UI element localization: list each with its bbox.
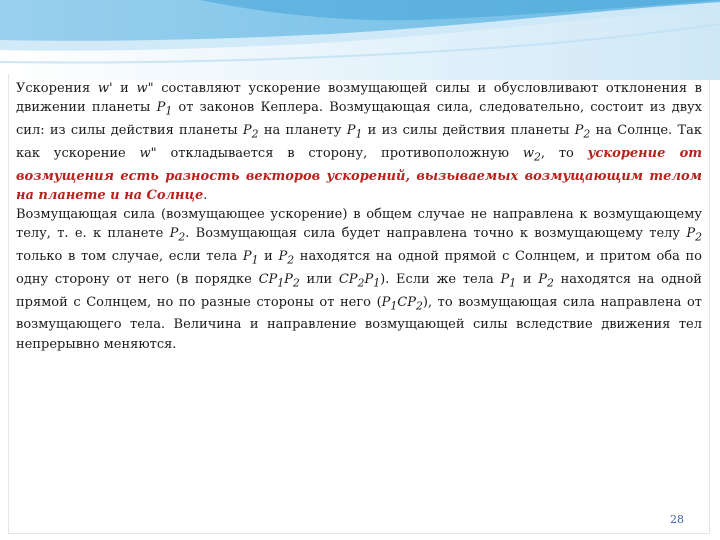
text-segment: ). Если же тела bbox=[380, 271, 501, 287]
symbol-w-double-prime: w" bbox=[136, 81, 154, 96]
text-segment: , то bbox=[540, 145, 588, 161]
symbol-p1: $P_1$ bbox=[500, 271, 517, 290]
symbol-p2: $P_2$ bbox=[278, 249, 295, 267]
text-segment: и bbox=[516, 271, 539, 287]
text-segment: на планету bbox=[258, 123, 347, 138]
page-number: 28 bbox=[670, 513, 684, 526]
text-segment: или bbox=[299, 271, 339, 287]
symbol-p2: $P_2$ bbox=[538, 271, 554, 290]
symbol-p1: $P_1$ bbox=[156, 100, 173, 118]
text-segment: . bbox=[203, 187, 208, 203]
text-segment: только в том случае, если тела bbox=[16, 249, 243, 264]
symbol-p2: $P_2$ bbox=[686, 226, 702, 244]
wave-decoration bbox=[0, 0, 720, 80]
text-segment: и bbox=[258, 249, 279, 264]
text-segment: откладывается в сторону, противоположную bbox=[156, 145, 523, 161]
text-segment: находятся на одной прямой с Солнцем, но по разные стороны от него ( bbox=[16, 271, 702, 310]
text-segment: Возмущающая сила (возмущающее ускорение) в общем случае не направлена к возмущающему телу, т. е. к планете bbox=[16, 207, 702, 242]
text-segment: и из силы действия планеты bbox=[362, 123, 575, 138]
text-segment: находятся на одной прямой с Солнцем, и притом оба по одну сторону от него (в порядке bbox=[16, 249, 702, 287]
paragraph-1 bbox=[16, 79, 702, 205]
symbol-p1: $P_1$ bbox=[346, 123, 363, 141]
text-segment: на Солнце. Так как ускорение bbox=[16, 123, 703, 161]
symbol-w-prime: w' bbox=[97, 81, 113, 96]
symbol-p2: $P_2$ bbox=[242, 123, 259, 141]
header-banner bbox=[0, 0, 720, 80]
symbol-p2: $P_2$ bbox=[169, 226, 186, 244]
symbol-p1: $P_1$ bbox=[242, 249, 259, 267]
text-segment: от законов Кеплера. Возмущающая сила, следовательно, состоит из двух сил: из силы действия планеты bbox=[16, 100, 702, 138]
text-segment: составляют ускорение возмущающей силы и обусловливают отклонения в движении планеты bbox=[16, 81, 702, 116]
slide-content bbox=[16, 79, 702, 354]
text-segment: . Возмущающая сила будет направлена точно к возмущающему телу bbox=[185, 226, 687, 242]
text-segment: ), то возмущающая сила направлена от возмущающего тела. Величина и направление возмущающей силы вследствие движения тел непрерывно меняются. bbox=[16, 294, 702, 352]
highlighted-statement: ускорение от возмущения есть разность векторов ускорений, вызываемых возмущающим телом на планете и на Солнце bbox=[16, 145, 703, 203]
symbol-p2: $P_2$ bbox=[574, 123, 591, 141]
order-cp2p1: $CP_2P_1$ bbox=[338, 271, 381, 290]
paragraph-2 bbox=[16, 205, 702, 354]
text-segment: Ускорения bbox=[16, 81, 98, 96]
order-cp1p2: $CP_1P_2$ bbox=[258, 271, 300, 290]
text-segment: и bbox=[112, 81, 137, 96]
symbol-w-double-prime: w" bbox=[139, 145, 157, 161]
symbol-w2: $w_2$ bbox=[522, 145, 541, 164]
order-p1cp2: $P_1CP_2$ bbox=[381, 294, 423, 313]
